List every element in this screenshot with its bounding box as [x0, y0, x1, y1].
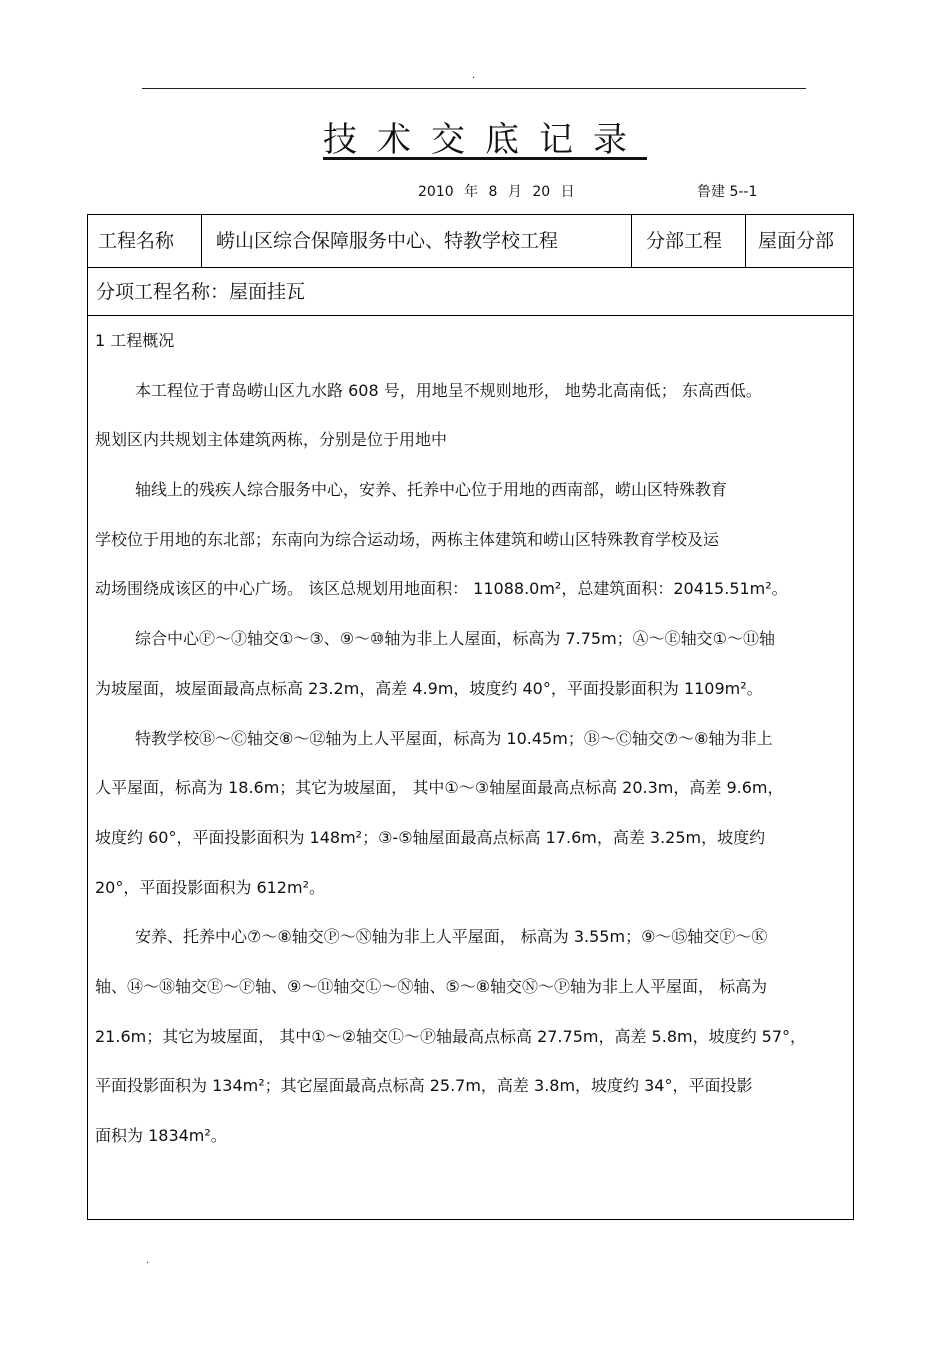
page-title — [0, 112, 950, 161]
body-line: 20°，平面投影面积为 612m²。 — [95, 877, 325, 897]
body-line: 面积为 1834m²。 — [95, 1126, 227, 1145]
header-rule — [142, 88, 806, 89]
subitem-name: 分项工程名称：屋面挂瓦 — [88, 268, 853, 316]
body-line: 为坡屋面，坡屋面最高点标高 23.2m，高差 4.9m，坡度约 40°，平面投影面积为 1109m²。 — [95, 678, 763, 698]
footer-dot: . — [146, 1255, 150, 1266]
body-line: 特教学校Ⓑ～Ⓒ轴交⑧～⑫轴为上人平屋面，标高为 10.45m；Ⓑ～Ⓒ轴交⑦～⑧轴为非上 — [135, 728, 773, 748]
body-line: 轴、⑭～⑱轴交Ⓔ～Ⓕ轴、⑨～⑪轴交Ⓛ～Ⓝ轴、⑤～⑧轴交Ⓝ～Ⓟ轴为非上人平屋面， 标高为 — [95, 976, 768, 996]
header-dot: . — [472, 70, 476, 81]
project-name-label: 工程名称 — [88, 215, 202, 267]
body-line: 综合中心Ⓕ～Ⓙ轴交①～③、⑨～⑩轴为非上人屋面，标高为 7.75m；Ⓐ～Ⓔ轴交①～⑪轴 — [135, 629, 776, 649]
body-line: 坡度约 60°，平面投影面积为 148m²；③-⑤轴屋面最高点标高 17.6m，高差 3.25m，坡度约 — [95, 827, 766, 847]
form-code: 鲁建 5--1 — [697, 184, 758, 200]
body-line: 学校位于用地的东北部；东南向为综合运动场，两栋主体建筑和崂山区特殊教育学校及运 — [95, 529, 720, 549]
body-line: 平面投影面积为 134m²；其它屋面最高点标高 25.7m，高差 3.8m，坡度约 34°，平面投影 — [95, 1076, 753, 1096]
section-heading: 1 工程概况 — [95, 331, 175, 350]
body-line: 安养、托养中心⑦～⑧轴交Ⓟ～Ⓝ轴为非上人平屋面， 标高为 3.55m；⑨～⑮轴交Ⓕ～Ⓚ — [135, 927, 768, 947]
content-body — [95, 316, 847, 1161]
body-line: 动场围绕成该区的中心广场。 该区总规划用地面积： 11088.0m²，总建筑面积：20415.51m²。 — [95, 579, 788, 599]
body-line: 人平屋面，标高为 18.6m；其它为坡屋面， 其中①～③轴屋面最高点标高 20.3m，高差 9.6m， — [95, 778, 784, 798]
page-title-text: 技术交底记录 — [323, 120, 647, 160]
project-name-value: 崂山区综合保障服务中心、特教学校工程 — [202, 215, 632, 267]
record-date: 2010 年 8 月 20 日 — [418, 184, 575, 200]
body-line: 规划区内共规划主体建筑两栋，分别是位于用地中 — [95, 430, 448, 450]
division-value: 屋面分部 — [758, 230, 835, 252]
body-line: 轴线上的残疾人综合服务中心，安养、托养中心位于用地的西南部，崂山区特殊教育 — [135, 480, 728, 500]
body-line: 21.6m；其它为坡屋面， 其中①～②轴交Ⓛ～Ⓟ轴最高点标高 27.75m，高差 5.8m，坡度约 57°， — [95, 1026, 807, 1046]
project-row — [88, 215, 853, 268]
body-line: 本工程位于青岛崂山区九水路 608 号，用地呈不规则地形， 地势北高南低； 东高西低。 — [135, 380, 762, 400]
division-label: 分部工程 — [632, 215, 746, 267]
record-table — [87, 214, 854, 1220]
